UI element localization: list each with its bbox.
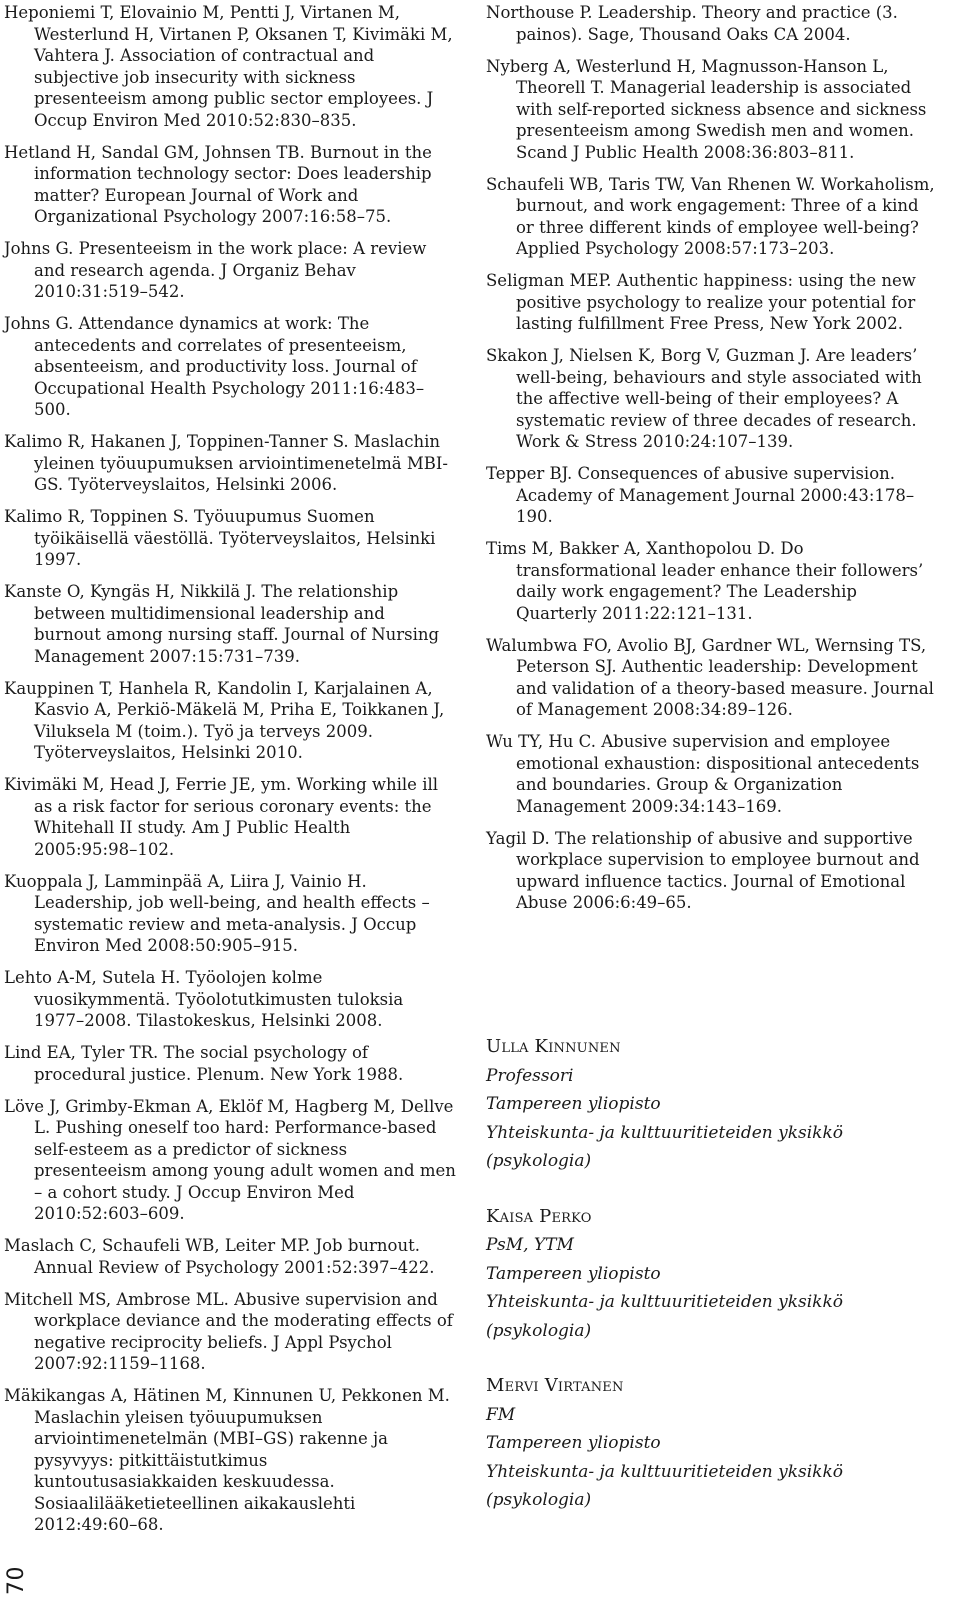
author-name: Ulla Kinnunen — [486, 1036, 621, 1057]
author-info — [486, 1033, 946, 1542]
author-unit: Yhteiskunta- ja kulttuuritieteiden yksikkö — [486, 1122, 844, 1143]
reference-item: Lind EA, Tyler TR. The social psychology of procedural justice. Plenum. New York 1988. — [4, 1043, 404, 1084]
reference-list-left — [4, 2, 456, 1546]
reference-item: Skakon J, Nielsen K, Borg V, Guzman J. Are leaders’ well-being, behaviours and style associated with the affective well-being of their employees? A systematic review of three decades of research. Work & Stress 2010:24:107–139. — [486, 346, 922, 451]
reference-list-right — [486, 2, 938, 924]
reference-item: Nyberg A, Westerlund H, Magnusson-Hanson L, Theorell T. Managerial leadership is associated with self-reported sickness absence and sickness presenteeism among Swedish men and women. Scand J Public Health 2008:36:803–811. — [486, 56, 927, 162]
author-field: (psykologia) — [486, 1490, 592, 1510]
author-name: Kaisa Perko — [486, 1205, 592, 1227]
author-title: Professori — [486, 1065, 574, 1086]
reference-item: Schaufeli WB, Taris TW, Van Rhenen W. Workaholism, burnout, and work engagement: Three of a kind or three different kinds of employee well-being? Applied Psychology 2008:57:173–203. — [486, 174, 935, 258]
reference-item: Kalimo R, Toppinen S. Työuupumus Suomen työikäisellä väestöllä. Työterveyslaitos, Helsinki 1997. — [4, 507, 436, 569]
author-title: FM — [486, 1404, 516, 1425]
reference-item: Tepper BJ. Consequences of abusive supervision. Academy of Management Journal 2000:43:178–190. — [486, 464, 915, 526]
reference-item: Kuoppala J, Lamminpää A, Liira J, Vainio H. Leadership, job well-being, and health effects – systematic review and meta-analysis. J Occup Environ Med 2008:50:905–915. — [4, 871, 430, 955]
author-name: Mervi Virtanen — [486, 1375, 624, 1396]
reference-item: Hetland H, Sandal GM, Johnsen TB. Burnout in the information technology sector: Does leadership matter? European Journal of Work and Organizational Psychology 2007:16:58–75. — [4, 142, 432, 226]
reference-item: Lehto A-M, Sutela H. Työolojen kolme vuosikymmentä. Työolotutkimusten tuloksia 1977–2008. Tilastokeskus, Helsinki 2008. — [4, 968, 404, 1030]
author-block — [486, 1033, 946, 1176]
author-unit: Yhteiskunta- ja kulttuuritieteiden yksikkö — [486, 1461, 844, 1482]
author-unit: Yhteiskunta- ja kulttuuritieteiden yksikkö — [486, 1292, 844, 1312]
reference-item: Mäkikangas A, Hätinen M, Kinnunen U, Pekkonen M. Maslachin yleisen työuupumuksen arviointimenetelmän (MBI–GS) rakenne ja pysyvyys: pitkittäistutkimus kuntoutusasiakkaiden keskuudessa. Sosiaalilääketieteellinen aikakauslehti 2012:49:60–68. — [4, 1386, 450, 1534]
reference-item: Yagil D. The relationship of abusive and supportive workplace supervision to employee burnout and upward influence tactics. Journal of Emotional Abuse 2006:6:49–65. — [486, 828, 920, 912]
reference-item: Johns G. Presenteeism in the work place: A review and research agenda. J Organiz Behav 2010:31:519–542. — [4, 239, 427, 301]
reference-item: Löve J, Grimby-Ekman A, Eklöf M, Hagberg M, Dellve L. Pushing oneself too hard: Performance-based self-esteem as a predictor of sickness presenteeism among young adult women and men – a cohort study. J Occup Environ Med 2010:52:603–609. — [4, 1096, 456, 1223]
reference-item: Mitchell MS, Ambrose ML. Abusive supervision and workplace deviance and the moderating effects of negative reciprocity beliefs. J Appl Psychol 2007:92:1159–1168. — [4, 1289, 453, 1373]
author-university: Tampereen yliopisto — [486, 1263, 661, 1284]
reference-item: Kauppinen T, Hanhela R, Kandolin I, Karjalainen A, Kasvio A, Perkiö-Mäkelä M, Priha E, Toikkanen J, Viluksela M (toim.). Työ ja terveys 2009. Työterveyslaitos, Helsinki 2010. — [4, 678, 445, 762]
reference-item: Maslach C, Schaufeli WB, Leiter MP. Job burnout. Annual Review of Psychology 2001:52:397–422. — [4, 1236, 435, 1277]
reference-item: Wu TY, Hu C. Abusive supervision and employee emotional exhaustion: dispositional antecedents and boundaries. Group & Organization Management 2009:34:143–169. — [486, 732, 920, 816]
author-block — [486, 1203, 946, 1346]
author-field: (psykologia) — [486, 1320, 592, 1341]
reference-item: Northouse P. Leadership. Theory and practice (3. painos). Sage, Thousand Oaks CA 2004. — [486, 3, 898, 44]
reference-item: Johns G. Attendance dynamics at work: The antecedents and correlates of presenteeism, absenteeism, and productivity loss. Journal of Occupational Health Psychology 2011:16:483–500. — [4, 314, 425, 419]
author-block — [486, 1372, 946, 1515]
reference-item: Walumbwa FO, Avolio BJ, Gardner WL, Wernsing TS, Peterson SJ. Authentic leadership: Development and validation of a theory-based measure. Journal of Management 2008:34:89–126. — [486, 635, 934, 719]
reference-item: Heponiemi T, Elovainio M, Pentti J, Virtanen M, Westerlund H, Virtanen P, Oksanen T, Kivimäki M, Vahtera J. Association of contractual and subjective job insecurity with sickness presenteeism among public sector employees. J Occup Environ Med 2010:52:830–835. — [4, 3, 453, 130]
reference-item: Kalimo R, Hakanen J, Toppinen-Tanner S. Maslachin yleinen työuupumuksen arviointimenetelmä MBI-GS. Työterveyslaitos, Helsinki 2006. — [4, 432, 448, 494]
page-number: 70 — [4, 1566, 29, 1595]
reference-item: Kivimäki M, Head J, Ferrie JE, ym. Working while ill as a risk factor for serious coronary events: the Whitehall II study. Am J Public Health 2005:95:98–102. — [4, 775, 439, 859]
reference-item: Tims M, Bakker A, Xanthopolou D. Do transformational leader enhance their followers’ daily work engagement? The Leadership Quarterly 2011:22:121–131. — [486, 539, 924, 623]
author-university: Tampereen yliopisto — [486, 1433, 661, 1453]
author-university: Tampereen yliopisto — [486, 1094, 661, 1114]
author-field: (psykologia) — [486, 1151, 592, 1171]
reference-item: Seligman MEP. Authentic happiness: using the new positive psychology to realize your potential for lasting fulfillment Free Press, New York 2002. — [486, 271, 916, 333]
reference-item: Kanste O, Kyngäs H, Nikkilä J. The relationship between multidimensional leadership and burnout among nursing staff. Journal of Nursing Management 2007:15:731–739. — [4, 582, 440, 666]
author-title: PsM, YTM — [486, 1235, 574, 1255]
